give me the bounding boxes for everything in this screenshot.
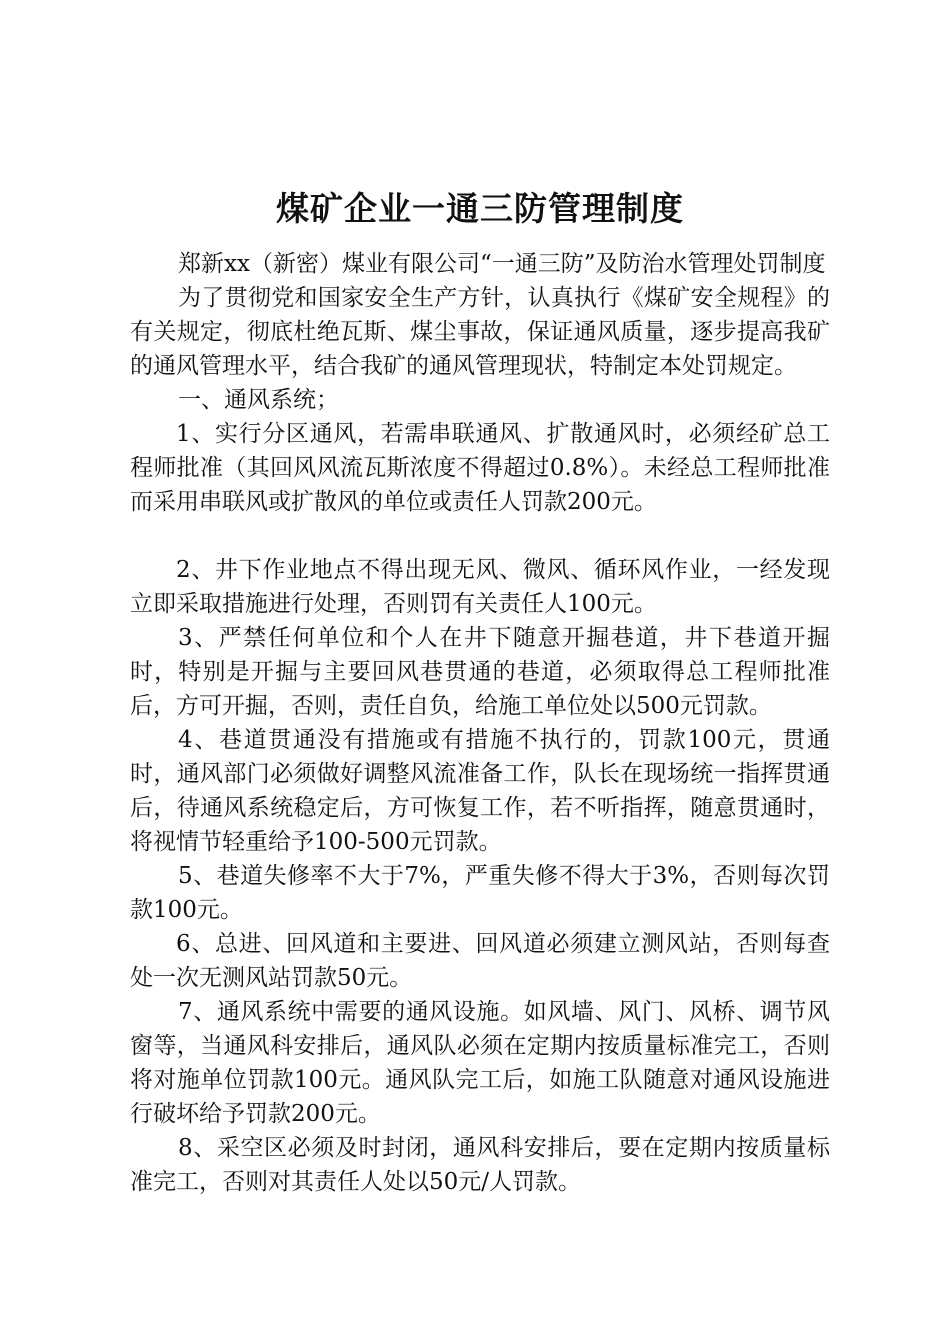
company-heading: 郑新xx（新密）煤业有限公司“一通三防”及防治水管理处罚制度 <box>178 251 826 277</box>
clause-1: 1、实行分区通风，若需串联通风、扩散通风时，必须经矿总工程师批准（其回风风流瓦斯浓度不得超过0.8%）。未经总工程师批准而采用串联风或扩散风的单位或责任人罚款200元。 <box>130 421 830 515</box>
clause-7: 7、通风系统中需要的通风设施。如风墙、风门、风桥、调节风窗等，当通风科安排后，通风队必须在定期内按质量标准完工，否则将对施单位罚款100元。通风队完工后，如施工队随意对通风设施进行破坏给予罚款200元。 <box>130 999 830 1127</box>
section-heading-ventilation: 一、通风系统； <box>178 387 339 413</box>
blank-line <box>130 519 830 553</box>
clause-6: 6、总进、回风道和主要进、回风道必须建立测风站，否则每查处一次无测风站罚款50元。 <box>130 931 830 991</box>
clause-2: 2、井下作业地点不得出现无风、微风、循环风作业，一经发现立即采取措施进行处理，否则罚有关责任人100元。 <box>130 557 830 617</box>
clause-3: 3、严禁任何单位和个人在井下随意开掘巷道，井下巷道开掘时，特别是开掘与主要回风巷贯通的巷道，必须取得总工程师批准后，方可开掘，否则，责任自负，给施工单位处以500元罚款。 <box>130 625 830 719</box>
clause-5: 5、巷道失修率不大于7%，严重失修不得大于3%，否则每次罚款100元。 <box>130 863 830 923</box>
intro-paragraph: 为了贯彻党和国家安全生产方针，认真执行《煤矿安全规程》的有关规定，彻底杜绝瓦斯、煤尘事故，保证通风质量，逐步提高我矿的通风管理水平，结合我矿的通风管理现状，特制定本处罚规定。 <box>130 285 830 379</box>
document-page <box>130 185 830 1199</box>
clause-8: 8、采空区必须及时封闭，通风科安排后，要在定期内按质量标准完工，否则对其责任人处以50元/人罚款。 <box>130 1135 830 1195</box>
document-title: 煤矿企业一通三防管理制度 <box>276 189 684 228</box>
clause-4: 4、巷道贯通没有措施或有措施不执行的，罚款100元，贯通时，通风部门必须做好调整风流准备工作，队长在现场统一指挥贯通后，待通风系统稳定后，方可恢复工作，若不听指挥，随意贯通时，将视情节轻重给予100-500元罚款。 <box>130 727 830 855</box>
